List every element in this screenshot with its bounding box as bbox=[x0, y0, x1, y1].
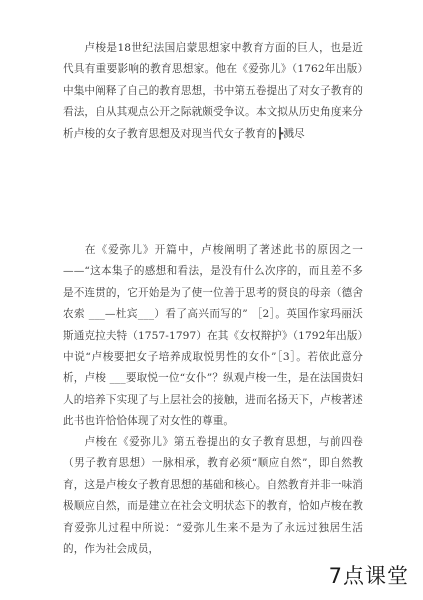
paragraph-1 bbox=[63, 38, 363, 145]
paragraph-2 bbox=[63, 240, 363, 433]
paragraph-1-text: 卢梭是18世纪法国启蒙思想家中教育方面的巨人，也是近代具有重要影响的教育思想家。他在《爱弥儿》（1762年出版）中集中阐释了自己的教育思想，书中第五卷提出了对女子教育的看法，自从其观点公开之际就颇受争议。本文拟从历史角度来分析卢梭的女子教育思想及对现当代女子教育的┣溅尽 bbox=[63, 42, 363, 140]
watermark-logo-text: 7点课堂 bbox=[328, 564, 409, 588]
paragraph-3 bbox=[63, 432, 363, 560]
paragraph-2-text: 在《爱弥儿》开篇中，卢梭阐明了著述此书的原因之一——“这本集子的感想和看法，是没有什么次序的，而且差不多是不连贯的，它开始是为了使一位善于思考的贤良的母亲（德舍农索 ___—杜宾___）看了高兴而写的” ［2］。英国作家玛丽沃斯通克拉夫特（1757-1797）在其《女权辩护》（1792年出版）中说“卢梭要把女子培养成取悦男性的女仆”［3］。若依此意分析，卢梭 ___要取悦一位“女仆”？纵观卢梭一生，是在法国贵妇人的培养下实现了与上层社会的接触，进而名扬天下，卢梭著述此书也许恰恰体现了对女性的尊重。 bbox=[63, 244, 363, 428]
paragraph-3-text: 卢梭在《爱弥儿》第五卷提出的女子教育思想，与前四卷（男子教育思想）一脉相承，教育必须“顺应自然”，即自然教育，这是卢梭女子教育思想的基础和核心。自然教育并非一味消极顺应自然，而是建立在社会文明状态下的教育，恰如卢梭在教育爱弥儿过程中所说：“爱弥儿生来不是为了永远过独居生活的，作为社会成员， bbox=[63, 436, 363, 556]
